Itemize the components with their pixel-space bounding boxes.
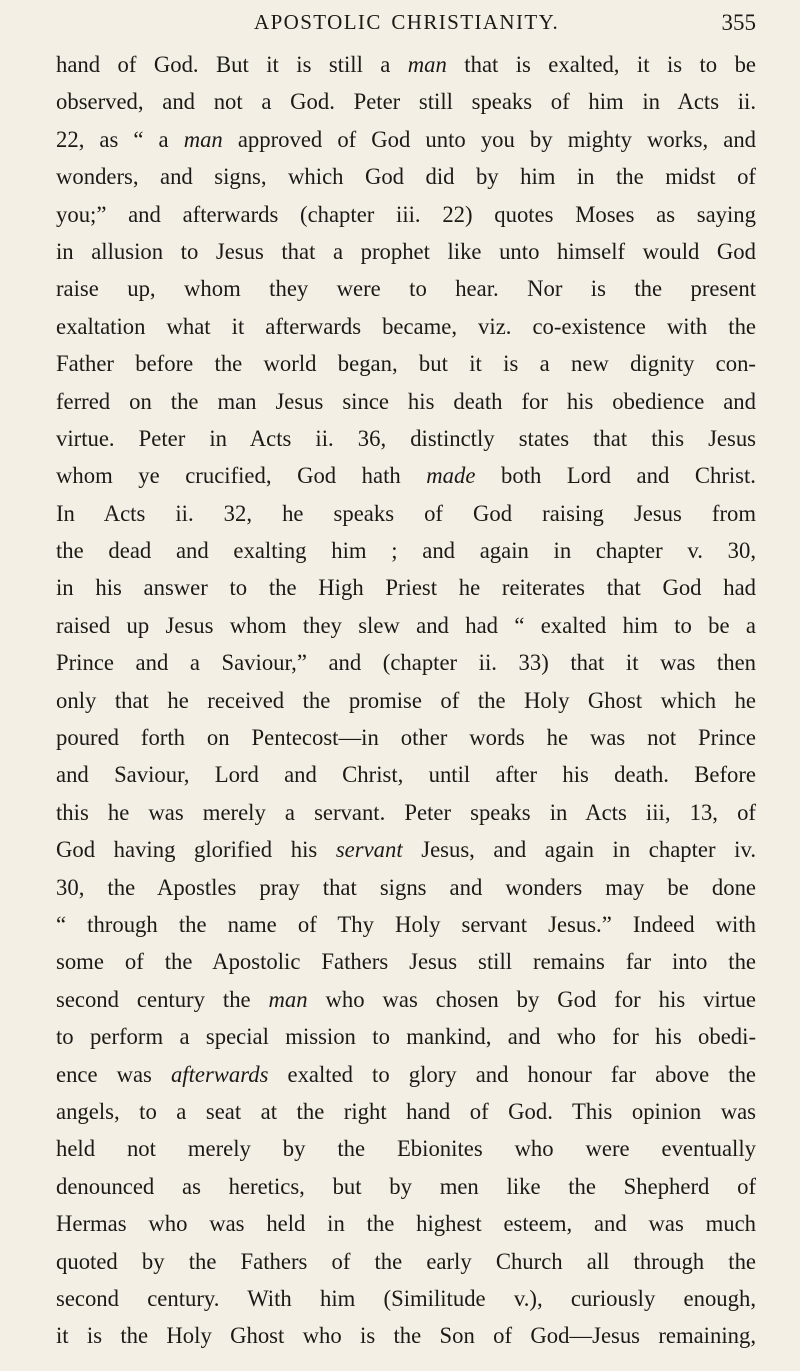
text-segment: God having glorified his bbox=[56, 837, 336, 863]
text-line bbox=[56, 196, 756, 233]
text-segment: approved of God unto you by mighty works, and bbox=[222, 126, 756, 152]
text-segment: second century the bbox=[56, 986, 269, 1012]
text-line bbox=[56, 569, 756, 606]
text-line bbox=[56, 1018, 756, 1055]
text-line bbox=[56, 869, 756, 906]
text-line bbox=[56, 121, 756, 158]
text-segment: exaltation what it afterwards became, viz. co-existence with the bbox=[56, 313, 756, 339]
text-segment: ferred on the man Jesus since his death for his obedience and bbox=[56, 388, 756, 414]
italic-text: made bbox=[426, 463, 476, 489]
text-line bbox=[56, 1243, 756, 1280]
text-segment: virtue. Peter in Acts ii. 36, distinctly states that this Jesus bbox=[56, 425, 756, 451]
text-segment: angels, to a seat at the right hand of God. This opinion was bbox=[56, 1098, 756, 1124]
text-line bbox=[56, 607, 756, 644]
text-segment: in allusion to Jesus that a prophet like unto himself would God bbox=[56, 238, 756, 264]
text-segment: exalted to glory and honour far above the bbox=[268, 1061, 756, 1087]
text-line bbox=[56, 308, 756, 345]
text-segment: in his answer to the High Priest he reiterates that God had bbox=[56, 575, 756, 601]
running-head bbox=[56, 10, 756, 40]
text-segment: and Saviour, Lord and Christ, until after his death. Before bbox=[56, 762, 756, 788]
text-line bbox=[56, 794, 756, 831]
text-segment: held not merely by the Ebionites who were eventually bbox=[56, 1136, 756, 1162]
text-line bbox=[56, 46, 756, 83]
text-segment: whom ye crucified, God hath bbox=[56, 463, 427, 489]
text-segment: 30, the Apostles pray that signs and wonders may be done bbox=[56, 874, 756, 900]
text-segment: raised up Jesus whom they slew and had “ exalted him to be a bbox=[56, 612, 756, 638]
text-line bbox=[56, 158, 756, 195]
text-segment: hand of God. But it is still a bbox=[56, 52, 408, 77]
text-line bbox=[56, 1130, 756, 1167]
text-line bbox=[56, 457, 756, 494]
text-line bbox=[56, 495, 756, 532]
text-segment: both Lord and Christ. bbox=[475, 463, 756, 489]
text-segment: ence was bbox=[56, 1061, 171, 1087]
text-line bbox=[56, 1056, 756, 1093]
text-segment: some of the Apostolic Fathers Jesus still remains far into the bbox=[56, 949, 756, 975]
text-line bbox=[56, 532, 756, 569]
text-segment: 22, as “ a bbox=[56, 126, 184, 152]
text-segment: who was chosen by God for his virtue bbox=[307, 986, 756, 1012]
text-segment: the dead and exalting him ; and again in chapter v. 30, bbox=[56, 538, 756, 564]
text-segment: raise up, whom they were to hear. Nor is the present bbox=[56, 276, 756, 302]
running-head-title: APOSTOLIC CHRISTIANITY. bbox=[254, 10, 560, 34]
body-text bbox=[56, 46, 756, 1355]
italic-text: man bbox=[268, 986, 308, 1012]
text-segment: Hermas who was held in the highest esteem, and was much bbox=[56, 1211, 756, 1237]
italic-text: man bbox=[407, 52, 447, 77]
text-segment: it is the Holy Ghost who is the Son of God—Jesus remaining, bbox=[56, 1323, 756, 1349]
text-line bbox=[56, 831, 756, 868]
text-line bbox=[56, 1205, 756, 1242]
text-segment: second century. With him (Similitude v.), curiously enough, bbox=[56, 1285, 756, 1311]
text-segment: quoted by the Fathers of the early Church all through the bbox=[56, 1248, 756, 1274]
text-line bbox=[56, 420, 756, 457]
page-number: 355 bbox=[721, 10, 756, 35]
text-line bbox=[56, 383, 756, 420]
text-segment: Prince and a Saviour,” and (chapter ii. 33) that it was then bbox=[56, 650, 756, 676]
text-segment: wonders, and signs, which God did by him in the midst of bbox=[56, 164, 756, 190]
text-line bbox=[56, 1317, 756, 1354]
text-segment: In Acts ii. 32, he speaks of God raising Jesus from bbox=[56, 500, 756, 526]
text-line bbox=[56, 345, 756, 382]
italic-text: afterwards bbox=[170, 1061, 269, 1087]
text-line bbox=[56, 1280, 756, 1317]
text-segment: this he was merely a servant. Peter speaks in Acts iii, 13, of bbox=[56, 799, 756, 825]
text-line bbox=[56, 1168, 756, 1205]
text-line bbox=[56, 233, 756, 270]
text-segment: denounced as heretics, but by men like the Shepherd of bbox=[56, 1173, 756, 1199]
text-segment: poured forth on Pentecost—in other words he was not Prince bbox=[56, 725, 756, 751]
italic-text: man bbox=[183, 126, 223, 152]
text-segment: you;” and afterwards (chapter iii. 22) quotes Moses as saying bbox=[56, 201, 756, 227]
text-line bbox=[56, 644, 756, 681]
text-segment: Jesus, and again in chapter iv. bbox=[402, 837, 756, 863]
text-segment: Father before the world began, but it is a new dignity con- bbox=[56, 351, 756, 377]
text-line bbox=[56, 83, 756, 120]
text-line bbox=[56, 682, 756, 719]
text-line bbox=[56, 906, 756, 943]
text-line bbox=[56, 1093, 756, 1130]
text-segment: that is exalted, it is to be bbox=[446, 52, 756, 77]
text-line bbox=[56, 756, 756, 793]
text-line bbox=[56, 981, 756, 1018]
text-line bbox=[56, 270, 756, 307]
text-segment: only that he received the promise of the Holy Ghost which he bbox=[56, 687, 756, 713]
text-line bbox=[56, 943, 756, 980]
text-segment: observed, and not a God. Peter still speaks of him in Acts ii. bbox=[56, 89, 756, 115]
text-segment: to perform a special mission to mankind, and who for his obedi- bbox=[56, 1024, 756, 1050]
text-line bbox=[56, 719, 756, 756]
italic-text: servant bbox=[335, 837, 403, 863]
text-segment: “ through the name of Thy Holy servant Jesus.” Indeed with bbox=[56, 911, 756, 937]
